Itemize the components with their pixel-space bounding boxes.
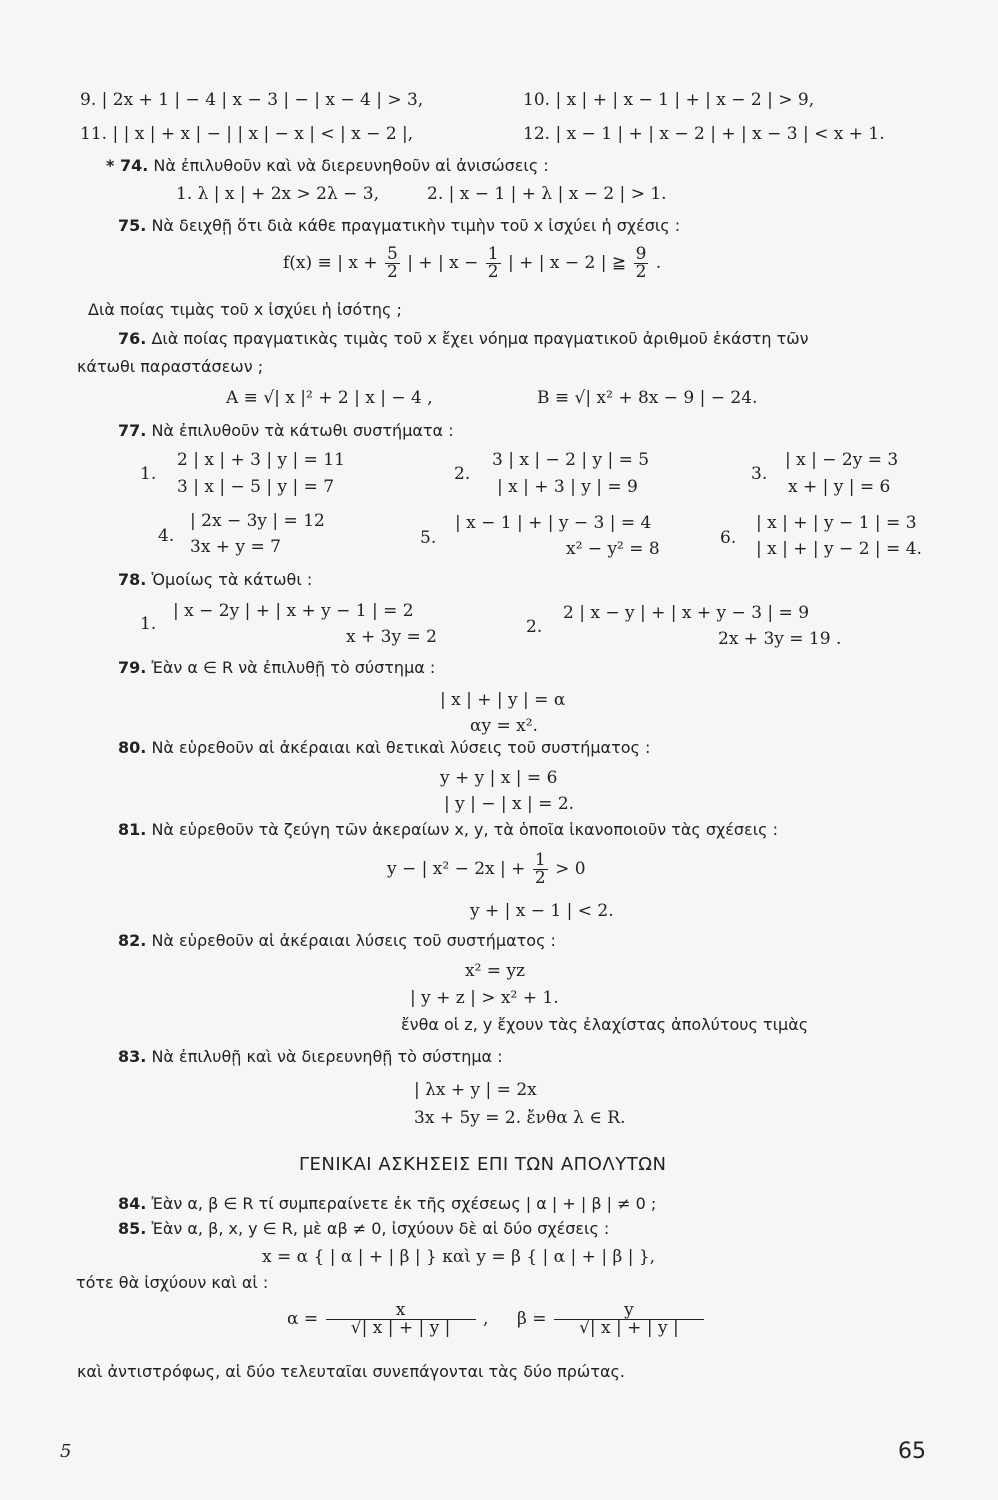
- exercise-10: 10. | x | + | x − 1 | + | x − 2 | > 9,: [523, 90, 815, 110]
- system-77-1-number: 1.: [140, 464, 157, 484]
- exercise-76-statement-cont: κάτωθι παραστάσεων ;: [77, 357, 264, 376]
- section-heading: ΓΕΝΙΚΑΙ ΑΣΚΗΣΕΙΣ ΕΠΙ ΤΩΝ ΑΠΟΛΥΤΩΝ: [299, 1154, 667, 1175]
- exercise-79-statement: 79. Ἐὰν α ∈ R νὰ ἐπιλυθῇ τὸ σύστημα :: [118, 658, 436, 677]
- system-79-eq2: αy = x².: [470, 716, 538, 736]
- system-77-6-number: 6.: [720, 528, 737, 548]
- exercise-74-statement: * 74. Νὰ ἐπιλυθοῦν καὶ νὰ διερευνηθοῦν αἱ ἀνισώσεις :: [106, 156, 549, 175]
- system-77-1-eq1: 2 | x | + 3 | y | = 11: [177, 450, 345, 470]
- system-82-condition: ἔνθα οἱ z, y ἔχουν τὰς ἐλαχίστας ἀπολύτους τιμὰς: [401, 1015, 809, 1034]
- system-78-2-eq1: 2 | x − y | + | x + y − 3 | = 9: [563, 603, 810, 623]
- system-77-5-eq2: x² − y² = 8: [566, 539, 660, 559]
- system-77-3-number: 3.: [751, 464, 768, 484]
- exercise-81-statement: 81. Νὰ εὑρεθοῦν τὰ ζεύγη τῶν ἀκεραίων x, y, τὰ ὁποῖα ἱκανοποιοῦν τὰς σχέσεις :: [118, 820, 778, 839]
- system-83-eq2: 3x + 5y = 2. ἔνθα λ ∈ R.: [414, 1108, 626, 1128]
- exercise-85-statement: 85. Ἐὰν α, β, x, y ∈ R, μὲ αβ ≠ 0, ἰσχύουν δὲ αἱ δύο σχέσεις :: [118, 1219, 610, 1238]
- footer-signature-mark: 5: [60, 1441, 72, 1462]
- exercise-74-item-2: 2. | x − 1 | + λ | x − 2 | > 1.: [427, 184, 667, 204]
- system-83-eq1: | λx + y | = 2x: [414, 1080, 537, 1100]
- exercise-82-statement: 82. Νὰ εὑρεθοῦν αἱ ἀκέραιαι λύσεις τοῦ συστήματος :: [118, 931, 556, 950]
- system-82-eq1: x² = yz: [465, 961, 526, 981]
- exercise-75-formula: f(x) ≡ | x + $\frac{5}{2}$ | + | x − $\frac{1}{2}$ | + | x − 2 | ≧ $\frac{9}{2}$ .: [283, 244, 662, 282]
- exercise-85-conclusion: καὶ ἀντιστρόφως, αἱ δύο τελευταῖαι συνεπάγονται τὰς δύο πρώτας.: [77, 1362, 625, 1381]
- system-82-eq2: | y + z | > x² + 1.: [410, 988, 559, 1008]
- exercise-85-beta-formula: β = $\frac{y}{√| x | + | y |}$: [517, 1302, 706, 1337]
- exercise-83-statement: 83. Νὰ ἐπιλυθῇ καὶ νὰ διερευνηθῇ τὸ σύστημα :: [118, 1047, 503, 1066]
- system-78-1-eq1: | x − 2y | + | x + y − 1 | = 2: [173, 601, 414, 621]
- system-81-ineq1: y − | x² − 2x | + $\frac{1}{2}$ > 0: [387, 850, 586, 888]
- system-78-2-eq2: 2x + 3y = 19 .: [718, 629, 842, 649]
- exercise-76-statement: 76. Διὰ ποίας πραγματικὰς τιμὰς τοῦ x ἔχει νόημα πραγματικοῦ ἀριθμοῦ ἑκάστη τῶν: [118, 329, 809, 348]
- exercise-85-alpha-formula: α = $\frac{x}{√| x | + | y |}$ ,: [287, 1300, 489, 1338]
- exercise-12: 12. | x − 1 | + | x − 2 | + | x − 3 | < x + 1.: [523, 124, 885, 144]
- system-77-5-eq1: | x − 1 | + | y − 3 | = 4: [455, 513, 652, 533]
- exercise-74-item-1: 1. λ | x | + 2x > 2λ − 3,: [176, 184, 380, 204]
- exercise-80-statement: 80. Νὰ εὑρεθοῦν αἱ ἀκέραιαι καὶ θετικαὶ λύσεις τοῦ συστήματος :: [118, 738, 651, 757]
- exercise-11: 11. | | x | + x | − | | x | − x | < | x − 2 |,: [80, 124, 414, 144]
- exercise-85-relations: x = α { | α | + | β | } καὶ y = β { | α | + | β | },: [262, 1247, 656, 1267]
- system-77-4-eq1: | 2x − 3y | = 12: [190, 511, 325, 531]
- system-81-ineq2: y + | x − 1 | < 2.: [470, 901, 614, 921]
- system-77-4-eq2: 3x + y = 7: [190, 537, 281, 557]
- system-77-4-number: 4.: [158, 526, 175, 546]
- exercise-75-question: Διὰ ποίας τιμὰς τοῦ x ἰσχύει ἡ ἰσότης ;: [88, 300, 402, 319]
- system-79-eq1: | x | + | y | = α: [440, 690, 566, 710]
- system-77-3-eq1: | x | − 2y = 3: [785, 450, 899, 470]
- exercise-77-statement: 77. Νὰ ἐπιλυθοῦν τὰ κάτωθι συστήματα :: [118, 421, 454, 440]
- exercise-78-statement: 78. Ὁμοίως τὰ κάτωθι :: [118, 570, 313, 589]
- exercise-85-then: τότε θὰ ἰσχύουν καὶ αἱ :: [76, 1273, 269, 1292]
- expression-B: B ≡ √| x² + 8x − 9 | − 24.: [537, 388, 758, 408]
- system-78-2-number: 2.: [526, 617, 543, 637]
- system-78-1-number: 1.: [140, 614, 157, 634]
- system-80-eq2: | y | − | x | = 2.: [444, 794, 575, 814]
- system-77-3-eq2: x + | y | = 6: [788, 477, 891, 497]
- exercise-75-statement: 75. Νὰ δειχθῇ ὅτι διὰ κάθε πραγματικὴν τιμὴν τοῦ x ἰσχύει ἡ σχέσις :: [118, 216, 681, 235]
- system-77-1-eq2: 3 | x | − 5 | y | = 7: [177, 477, 335, 497]
- exercise-9: 9. | 2x + 1 | − 4 | x − 3 | − | x − 4 | > 3,: [80, 90, 424, 110]
- system-77-6-eq1: | x | + | y − 1 | = 3: [756, 513, 917, 533]
- exercise-84-statement: 84. Ἐὰν α, β ∈ R τί συμπεραίνετε ἐκ τῆς σχέσεως | α | + | β | ≠ 0 ;: [118, 1194, 657, 1213]
- system-77-2-eq1: 3 | x | − 2 | y | = 5: [492, 450, 650, 470]
- system-80-eq1: y + y | x | = 6: [440, 768, 558, 788]
- system-77-5-number: 5.: [420, 528, 437, 548]
- expression-A: A ≡ √| x |² + 2 | x | − 4 ,: [226, 388, 433, 408]
- system-77-6-eq2: | x | + | y − 2 | = 4.: [756, 539, 922, 559]
- system-77-2-number: 2.: [454, 464, 471, 484]
- page-number: 65: [898, 1439, 926, 1464]
- system-78-1-eq2: x + 3y = 2: [346, 627, 437, 647]
- system-77-2-eq2: | x | + 3 | y | = 9: [497, 477, 638, 497]
